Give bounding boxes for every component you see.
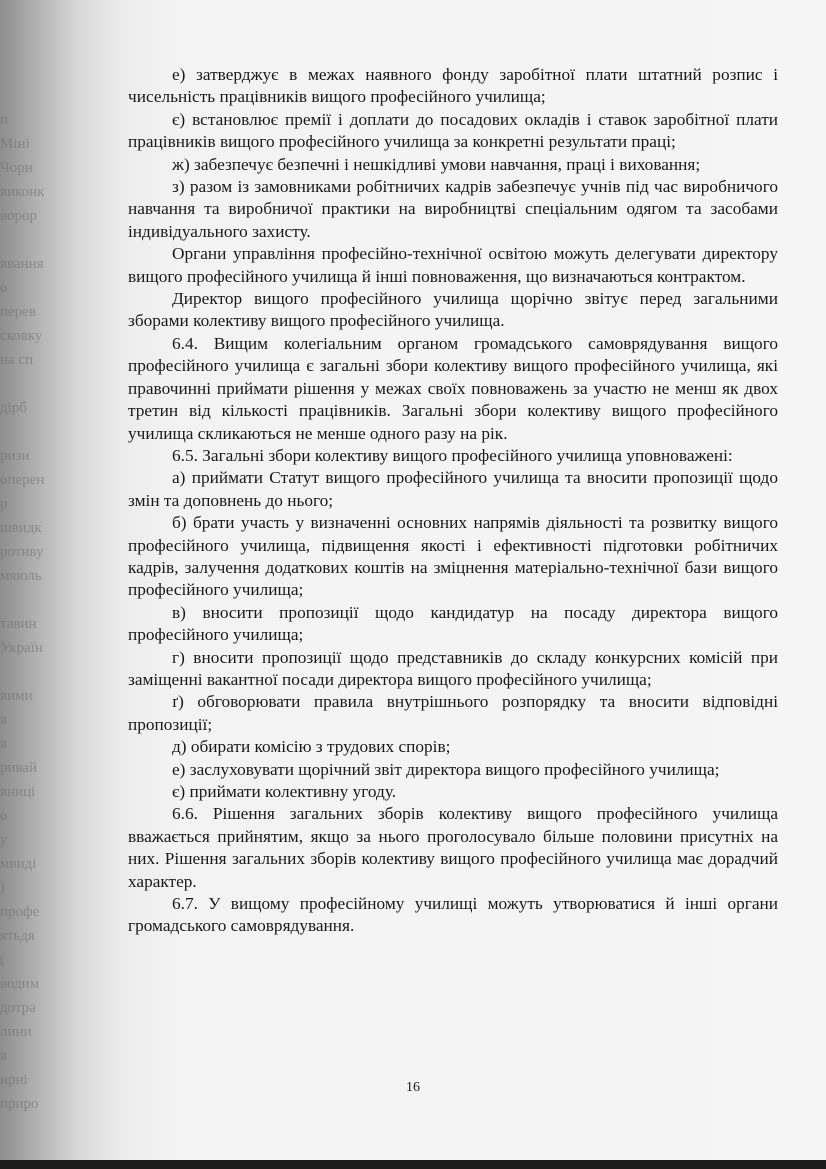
paragraph-delegation: Органи управління професійно-технічної освітою можуть делегувати директору вищого професійного училища й інші повноваження, що визначаються контрактом. bbox=[128, 244, 778, 286]
clause-a-statute: а) приймати Статут вищого професійного училища та вносити пропозиції щодо змін та доповнень до нього; bbox=[128, 468, 778, 510]
page-number: 16 bbox=[406, 1080, 420, 1095]
clause-b-development: б) брати участь у визначенні основних напрямів діяльності та розвитку вищого професійного училища, підвищення якості і ефективності підготовки робітничих кадрів, залучення додаткових коштів на зміцнення матеріально-технічної бази вищого професійного училища; bbox=[128, 513, 778, 600]
clause-h-commissions: г) вносити пропозиції щодо представників до складу конкурсних комісій при заміщенні вакантної посади директора вищого професійного училища; bbox=[128, 647, 778, 689]
document-body bbox=[128, 64, 778, 938]
clause-zh-safe-conditions: ж) забезпечує безпечні і нешкідливі умови навчання, праці і виховання; bbox=[172, 154, 701, 174]
clause-e-annual-report: е) заслуховувати щорічний звіт директора вищого професійного училища; bbox=[172, 759, 720, 779]
paragraph-director-report: Директор вищого професійного училища щорічно звітує перед загальними зборами колективу вищого професійного училища. bbox=[128, 289, 778, 331]
clause-e-staff-schedule: е) затверджує в межах наявного фонду заробітної плати штатний розпис і чисельність працівників вищого професійного училища; bbox=[128, 65, 778, 107]
clause-v-candidates: в) вносити пропозиції щодо кандидатур на посаду директора вищого професійного училища; bbox=[128, 602, 778, 645]
section-6-5: 6.5. Загальні збори колективу вищого професійного училища уповноважені: bbox=[172, 445, 733, 465]
section-6-6: 6.6. Рішення загальних зборів колективу вищого професійного училища вважається прийнятим, якщо за нього проголосувало більше половини присутніх на них. Рішення загальних зборів колективу вищого професійного училища має дорадчий характер. bbox=[128, 804, 778, 891]
clause-ye-collective-agreement: є) приймати колективну угоду. bbox=[172, 782, 397, 801]
clause-ye-bonuses: є) встановлює премії і доплати до посадових окладів і ставок заробітної плати працівників вищого професійного училища за конкретні результати праці; bbox=[128, 109, 778, 152]
clause-d-labor-disputes: д) обирати комісію з трудових спорів; bbox=[172, 737, 451, 757]
section-6-7: 6.7. У вищому професійному училищі можуть утворюватися й інші органи громадського самоврядування. bbox=[128, 894, 778, 936]
scan-bottom-edge bbox=[0, 1160, 826, 1169]
clause-z-protective-clothing: з) разом із замовниками робітничих кадрів забезпечує учнів під час виробничого навчання та виробничої практики на виробництві спеціальним одягом та засобами індивідуального захисту. bbox=[128, 177, 778, 241]
clause-g-internal-rules: ґ) обговорювати правила внутрішнього розпорядку та вносити відповідні пропозиції; bbox=[128, 692, 778, 734]
adjacent-page-edge: п Міні Чорн виконк ворор ввання о перев сковку на сп дірб ризи оперен р швидк ротиву мяюль тавин Україн вими в в ривай вниці о у мвиді ) профе ятьдя ( водим дотра лини в ирні приро bbox=[0, 112, 45, 1112]
section-6-4: 6.4. Вищим колегіальним органом громадського самоврядування вищого професійного училища є загальні збори колективу вищого професійного училища, які правочинні приймати рішення у межах своїх повноважень за участю не менш як двох третин від кількості працівників. Загальні збори колективу вищого професійного училища скликаються не менше одного разу на рік. bbox=[128, 333, 778, 443]
